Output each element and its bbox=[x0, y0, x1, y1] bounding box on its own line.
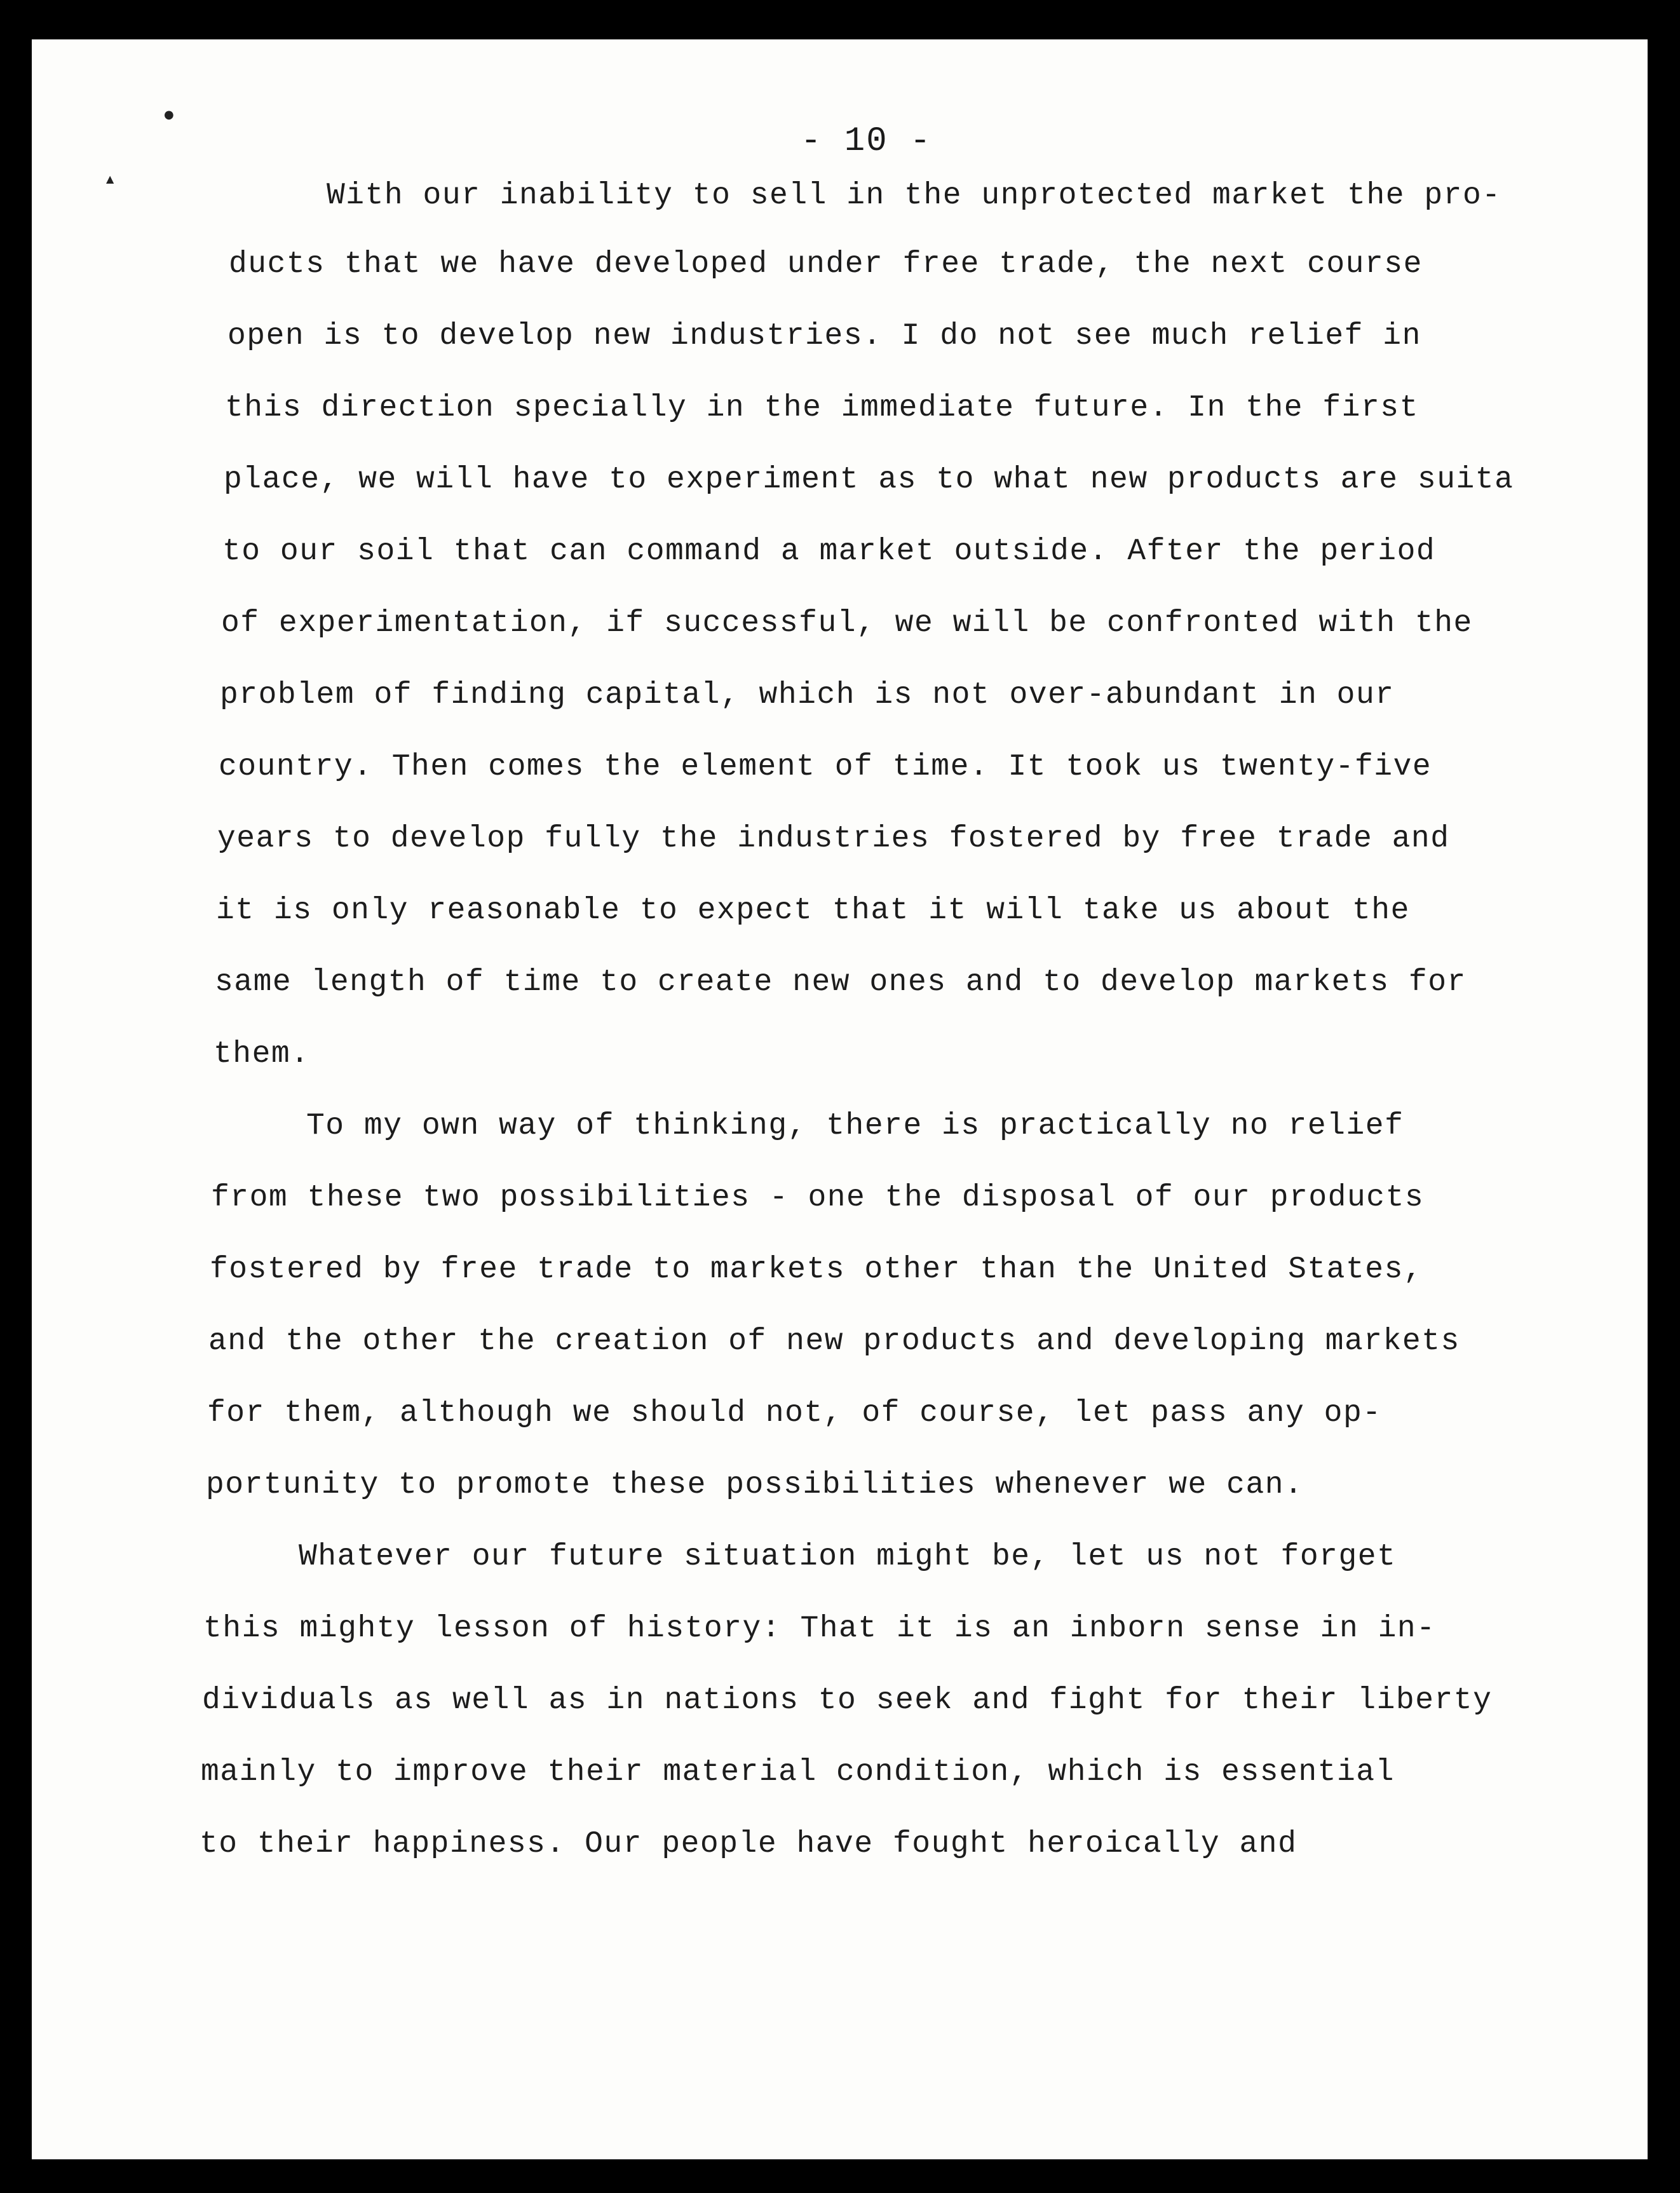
text-line: With our inability to sell in the unprotected market the pro- bbox=[327, 179, 1501, 213]
margin-mark: ● bbox=[164, 108, 174, 121]
text-line: dividuals as well as in nations to seek and fight for their liberty bbox=[202, 1683, 1493, 1718]
text-line: from these two possibilities - one the disposal of our products bbox=[211, 1181, 1425, 1215]
text-line: them. bbox=[213, 1037, 310, 1071]
text-line: years to develop fully the industries fostered by free trade and bbox=[217, 822, 1450, 856]
text-line: fostered by free trade to markets other than the United States, bbox=[210, 1253, 1423, 1287]
text-line: To my own way of thinking, there is practically no relief bbox=[306, 1109, 1404, 1143]
text-line: this mighty lesson of history: That it is an inborn sense in in- bbox=[203, 1612, 1436, 1646]
text-line: place, we will have to experiment as to what new products are suita bbox=[224, 463, 1514, 497]
text-line: for them, although we should not, of course, let pass any op- bbox=[207, 1396, 1382, 1430]
text-line: problem of finding capital, which is not over-abundant in our bbox=[220, 678, 1395, 712]
text-line: Whatever our future situation might be, let us not forget bbox=[299, 1540, 1397, 1574]
text-line: to our soil that can command a market outside. After the period bbox=[222, 534, 1436, 569]
text-line: mainly to improve their material condition, which is essential bbox=[201, 1755, 1395, 1789]
margin-mark: ▲ bbox=[106, 173, 114, 185]
text-line: of experimentation, if successful, we will be confronted with the bbox=[221, 606, 1473, 641]
document-page bbox=[32, 39, 1648, 2159]
text-line: to their happiness. Our people have fought heroically and bbox=[200, 1827, 1297, 1861]
text-line: it is only reasonable to expect that it will take us about the bbox=[216, 893, 1410, 928]
text-line: open is to develop new industries. I do not see much relief in bbox=[227, 319, 1421, 353]
text-line: same length of time to create new ones and to develop markets for bbox=[215, 965, 1467, 1000]
body-text bbox=[32, 39, 1648, 2159]
text-line: country. Then comes the element of time. It took us twenty-five bbox=[219, 750, 1432, 784]
text-line: and the other the creation of new products and developing markets bbox=[208, 1324, 1460, 1359]
text-line: ducts that we have developed under free trade, the next course bbox=[229, 247, 1423, 282]
text-line: portunity to promote these possibilities whenever we can. bbox=[206, 1468, 1304, 1502]
page-number: - 10 - bbox=[801, 122, 932, 161]
text-line: this direction specially in the immediate future. In the first bbox=[225, 391, 1419, 425]
